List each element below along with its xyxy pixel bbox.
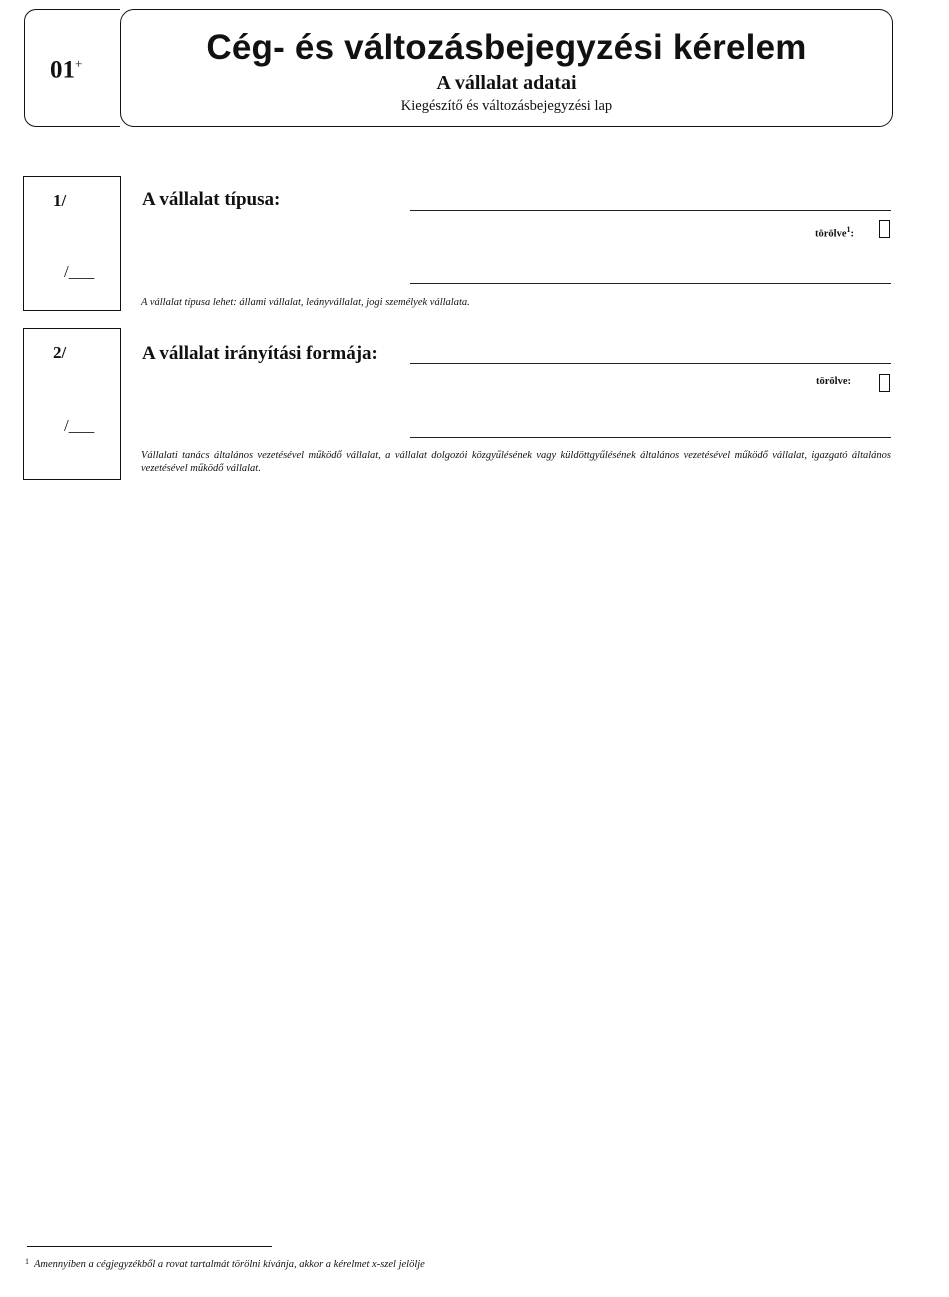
section-1-number-box [23, 176, 121, 311]
section-1-hint: A vállalat típusa lehet: állami vállalat, leányvállalat, jogi személyek vállalata. [141, 297, 470, 308]
section-2-deleted-label: törölve: [816, 376, 851, 387]
footnote-text: Amennyiben a cégjegyzékből a rovat tartalmát törölni kívánja, akkor a kérelmet x-szel jelölje [34, 1259, 425, 1270]
form-sheet-name: Kiegészítő és változásbejegyzési lap [400, 98, 613, 114]
form-code: 01+ [50, 56, 83, 84]
section-1-input-line-2[interactable] [410, 283, 891, 284]
section-2-number: 2/ [53, 343, 67, 362]
section-2-input-line-1[interactable] [410, 363, 891, 364]
footnote-mark: 1 [25, 1257, 29, 1266]
section-2-input-line-2[interactable] [410, 437, 891, 438]
section-2-number-box [23, 328, 121, 480]
section-1-deleted-label: törölve$^1$: [815, 225, 854, 240]
section-1-sub-number[interactable]: /___ [64, 262, 95, 281]
section-1-label: A vállalat típusa: [142, 189, 281, 210]
footnote-divider [27, 1246, 272, 1247]
section-2-deleted-checkbox[interactable] [879, 374, 890, 392]
section-1-number: 1/ [53, 191, 67, 210]
form-subtitle: A vállalat adatai [436, 72, 577, 94]
section-1-deleted-checkbox[interactable] [879, 220, 890, 238]
section-2-label: A vállalat irányítási formája: [142, 343, 378, 364]
section-2-sub-number[interactable]: /___ [64, 416, 95, 435]
section-1-input-line-1[interactable] [410, 210, 891, 211]
form-title: Cég- és változásbejegyzési kérelem [206, 28, 807, 67]
form-code-superscript: + [75, 56, 83, 71]
section-2-hint: Vállalati tanács általános vezetésével működő vállalat, a vállalat dolgozói közgyűlésének vagy küldöttgyűlésének általános vezetésével működő vállalat, igazgató általános vezetésével működő vállalat. [141, 450, 891, 474]
